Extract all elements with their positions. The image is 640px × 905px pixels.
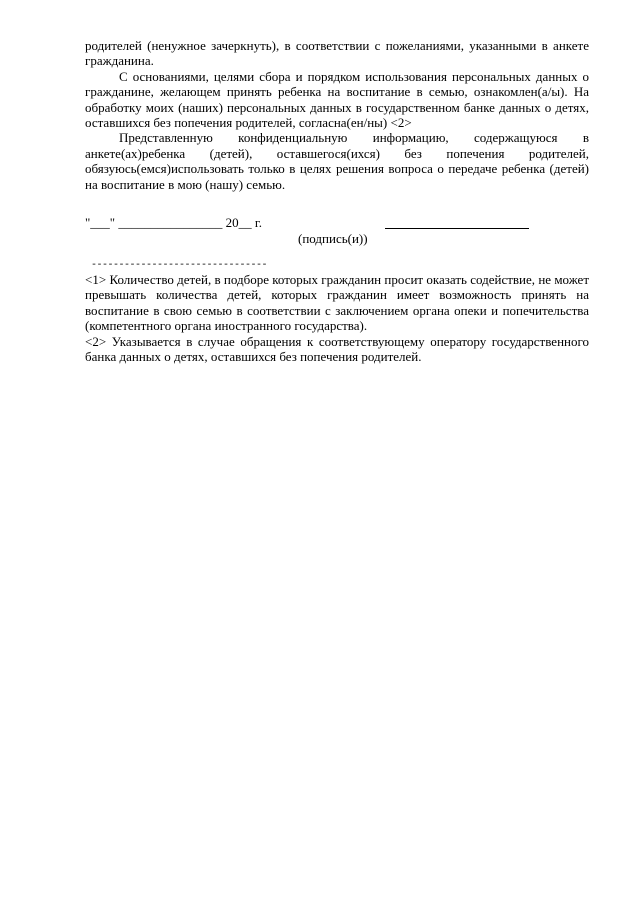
signature-row — [85, 215, 589, 245]
paragraph-consent: С основаниями, целями сбора и порядком использования персональных данных о гражданине, желающем принять ребенка на воспитание в семью, ознакомлен(а/ы). На обработку моих (наших) персональных данных в государственном банке данных о детях, оставшихся без попечения родителей, согласна(ен/ны) <2> — [85, 68, 589, 131]
footnote-separator: -------------------------------- — [91, 260, 268, 271]
paragraph-continuation: родителей (ненужное зачеркнуть), в соответствии с пожеланиями, указанными в анкете гражданина. — [85, 38, 589, 69]
footnotes — [85, 272, 589, 364]
paragraph-confidentiality: Представленную конфиденциальную информацию, содержащуюся в анкете(ах)ребенка (детей), оставшегося(ихся) без попечения родителей, обязуюсь(емся)использовать только в целях решения вопроса о передаче ребенка (детей) на воспитание в мою (нашу) семью. — [85, 130, 589, 192]
date-line: "___" ________________ 20__ г. — [85, 215, 262, 230]
footnote-1: <1> Количество детей, в подборе которых гражданин просит оказать содействие, не может превышать количества детей, которых гражданин имеет возможность принять на воспитание в свою семью в соответствии с заключением органа опеки и попечительства (компетентного органа иностранного государства). — [85, 272, 589, 334]
signature-label: (подпись(и)) — [298, 231, 368, 246]
footnote-2: <2> Указывается в случае обращения к соответствующему оператору государственного банка данных о детях, оставшихся без попечения родителей. — [85, 333, 589, 365]
signature-line — [385, 228, 529, 229]
body-text — [85, 38, 589, 192]
